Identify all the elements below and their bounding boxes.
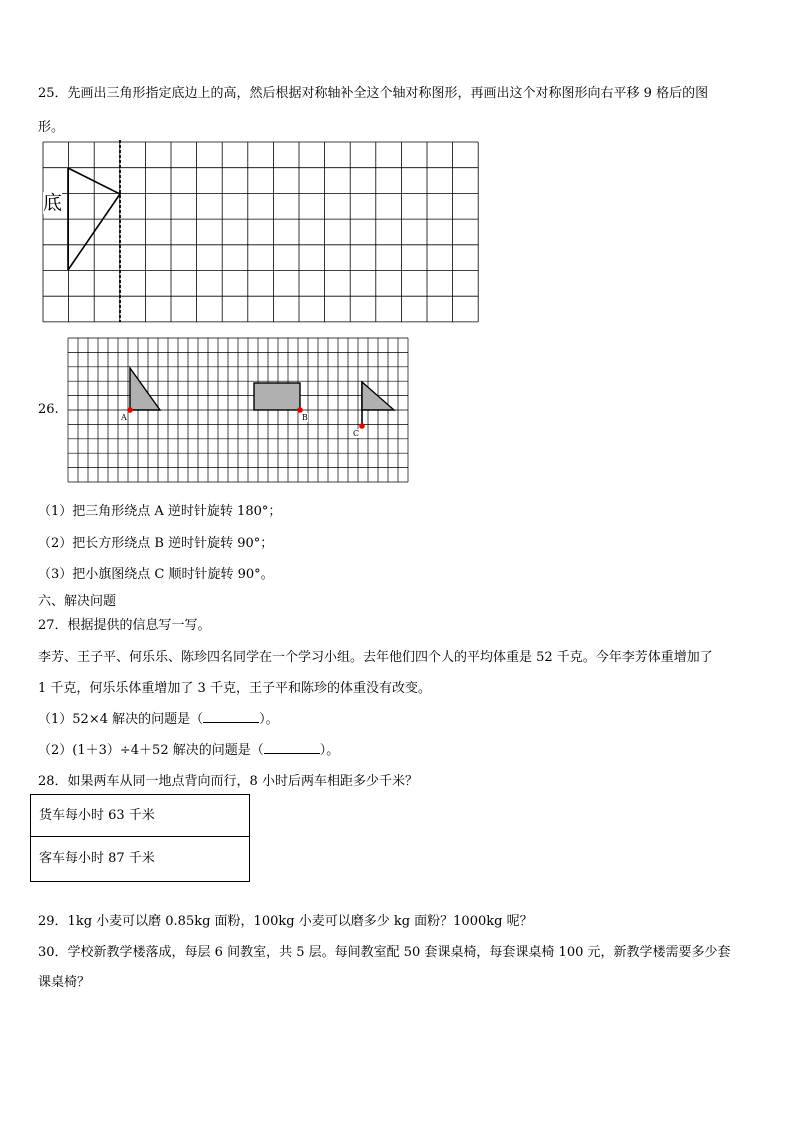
q26-point-c [359, 423, 365, 429]
q27-title: 27．根据提供的信息写一写。 [38, 618, 211, 633]
q25-grid [43, 142, 478, 322]
q29-text: 29．1kg 小麦可以磨 0.85kg 面粉，100kg 小麦可以磨多少 kg 面粉？1000kg 呢？ [38, 914, 533, 929]
q26-triangle [130, 368, 160, 410]
q28-row-truck: 货车每小时 63 千米 [31, 795, 249, 837]
q26-item1: （1）把三角形绕点 A 逆时针旋转 180°； [38, 504, 282, 519]
q27-para-line1: 李芳、王子平、何乐乐、陈珍四名同学在一个学习小组。去年他们四个人的平均体重是 52 千克。今年李芳体重增加了 [38, 650, 713, 665]
q27-para-line2: 1 千克，何乐乐体重增加了 3 千克，王子平和陈珍的体重没有改变。 [38, 681, 431, 696]
q26-grid [68, 338, 408, 482]
q28-title: 28．如果两车从同一地点背向而行，8 小时后两车相距多少千米？ [38, 774, 418, 789]
q26-point-b [297, 407, 303, 413]
q26-label-c: C [353, 429, 360, 438]
section-heading: 六、解决问题 [38, 594, 117, 609]
q27-sub2-blank[interactable] [264, 741, 320, 754]
q27-sub1-suffix: ）。 [259, 712, 279, 727]
q27-sub1-prefix: （1）52×4 解决的问题是（ [38, 712, 204, 727]
q27-sub2-prefix: （2）(1＋3）÷4＋52 解决的问题是（ [38, 743, 264, 758]
q30-line1: 30．学校新教学楼落成，每层 6 间教室，共 5 层。每间教室配 50 套课桌椅，每套课桌椅 100 元，新教学楼需要多少套 [38, 945, 731, 960]
q27-sub1 [38, 708, 279, 727]
q26-point-a [127, 407, 133, 413]
q26-item2: （2）把长方形绕点 B 逆时针旋转 90°； [38, 536, 274, 551]
q26-item3: （3）把小旗图绕点 C 顺时针旋转 90°。 [38, 567, 274, 582]
q26-label-b: B [302, 413, 308, 422]
q25-text-line2: 形。 [38, 120, 65, 135]
q28-info-table [30, 794, 250, 882]
q27-sub2 [38, 739, 339, 758]
q26-number: 26. [38, 402, 59, 417]
q27-sub2-suffix: ）。 [319, 743, 340, 758]
q26-rectangle [254, 383, 300, 410]
q26-label-a: A [121, 413, 127, 422]
q25-base-label: 底 [43, 192, 63, 214]
q30-line2: 课桌椅？ [38, 975, 91, 990]
q27-sub1-blank[interactable] [203, 710, 259, 723]
q28-row-bus: 客车每小时 87 千米 [39, 851, 155, 866]
q25-text-line1: 25．先画出三角形指定底边上的高，然后根据对称轴补全这个轴对称图形，再画出这个对称图形向右平移 9 格后的图 [38, 86, 709, 101]
